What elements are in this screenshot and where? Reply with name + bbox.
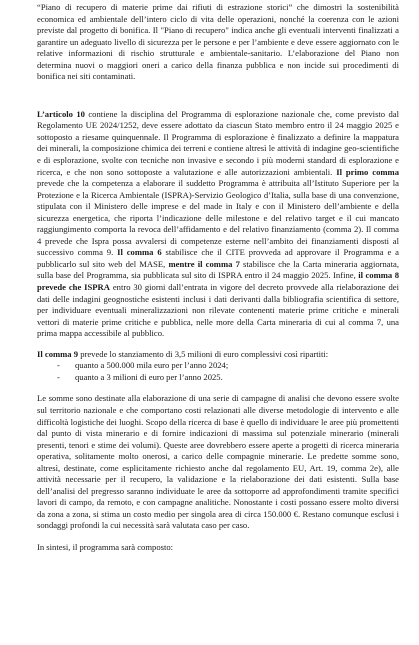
comma9-text: prevede lo stanziamento di 3,5 milioni di euro complessivi così ripartiti:	[78, 348, 329, 359]
allocation-item-2025: - quanto a 3 milioni di euro per l’anno 2025.	[57, 372, 399, 384]
intro-paragraph: “Piano di recupero di materie prime dai rifiuti di estrazione storici” che dimostri la sostenibilità economica ed ambientale dell’intero ciclo di vita delle operazioni, nonché la coerenza con le azioni previste dal progetto di bonifica. Il "Piano di recupero" indica anche gli eventuali interventi finalizzati a garantire un adeguato livello di sicurezza per le persone e per l’ambiente e deve essere aggiornato con le relative informazioni di rischio strutturale e ambientale-sanitario. L’elaborazione del Piano non determina nuovi o maggiori oneri a carico della finanza pubblica e non incide sui procedimenti di bonifica nei siti contaminati.	[37, 2, 399, 82]
article10-text-4: stabilisce che la Carta mineraria aggiornata, sulla base del Programma, sia pubblicata sul sito di ISPRA entro il 24 maggio 2025. Infine,	[37, 258, 399, 281]
spacer	[37, 383, 399, 393]
comma6-bold: Il comma 6	[117, 247, 162, 258]
allocation-item-2024: - quanto a 500.000 mila euro per l’anno 2024;	[57, 360, 399, 372]
comma9-paragraph	[37, 349, 399, 361]
article10-text-3: stabilisce che il CITE provveda ad approvare il Programma e a pubblicarlo sul sito web del MASE,	[37, 247, 399, 269]
article10-text-1: contiene la disciplina del Programma di esplorazione nazionale che, come previsto dal Regolamento UE 2024/1252, deve essere adottato da ciascun Stato membro entro il 24 maggio 2025 e sottoposto a riesame quinquennale. Il Programma di esplorazione è finalizzato a definire la mappatura dei minerali, la composizione chimica dei terreni e contiene altresì le attività di indagine geo-scientifiche e di esplorazione, svolte con tecniche non invasive e secondo i più moderni standard di esplorazione e ricerca, e che non sono sottoposte a valutazione e alle autorizzazioni ambientali.	[37, 108, 399, 177]
comma7-bold: mentre il comma 7	[168, 258, 240, 269]
article10-paragraph	[37, 109, 399, 340]
summary-paragraph: In sintesi, il programma sarà composto:	[37, 541, 174, 552]
spacer	[37, 340, 399, 349]
funds-paragraph: Le somme sono destinate alla elaborazione di una serie di campagne di analisi che devono essere svolte sul territorio nazionale e che comportano costi relazionati alle diverse metodologie di intervento e alle difficoltà logistiche dei luoghi. Scopo della ricerca di base è quello di individuare le aree più promettenti dal punto di vista minerario e di fornire indicazioni di massima sul potenziale minerario (minerali presenti, tenori e stime dei volumi). Queste aree dovrebbero essere aperte a progetti di ricerca mineraria operativa, solitamente molto onerosi, a carico delle compagnie minerarie. Le predette somme sono, altresì, destinate, come esplicitamente richiesto anche dal regolamento EU, Art. 19, comma 2e), alle attività necessarie per il recupero, la validazione e la rielaborazione dei dati esistenti. Sulla base dell’analisi del pregresso saranno individuate le aree da sottoporre ad approfondimenti tramite specifici lavori di campo, da remoto, e con campagne analitiche. Nonostante i costi possano essere molto diversi da zona a zona, si stima un costo medio per singola area di circa 150.000 €. Restano comunque esclusi i sondaggi profondi la cui necessità sarà valutata caso per caso.	[37, 393, 399, 531]
comma9-bold: Il comma 9	[37, 348, 79, 359]
allocation-list	[37, 360, 399, 383]
comma8-bold: il comma 8 prevede che ISPRA	[37, 270, 399, 293]
article10-text-5: entro 30 giorni dall’entrata in vigore del decreto provvede alla rielaborazione dei dati delle indagini geognostiche esistenti inclusi i dati derivanti dalla bibliografia scientifica di settore, per individuare eventuali mineralizzazioni non rilevate contenenti materie prime critiche e minerali vettori di materie prime critiche e pubblica, nelle more della Carta mineraria di cui al comma 7, una prima mappa accessibile al pubblico.	[37, 282, 399, 339]
first-comma-bold: Il primo comma	[336, 166, 399, 177]
spacer	[37, 532, 399, 542]
article10-text-2: prevede che la competenza a elaborare il suddetto Programma è attribuita all’Istituto Superiore per la Protezione e la Ricerca Ambientale (ISPRA)-Servizio Geologico d’Italia, sulla base di una convenzione, stipulata con il Ministero delle imprese e del made in Italy e con il Ministero dell’ambiente e della sicurezza energetica, che riporta l’indicazione delle milestone e del relativo target e il cui mancato raggiungimento comporta la revoca dell’affidamento e del relativo finanziamento (comma 2). Il comma 4 prevede che Ispra possa avvalersi di competenze esterne nell’ambito dei finanziamenti disposti al successivo comma 9.	[37, 178, 399, 258]
spacer	[37, 83, 399, 109]
article10-heading: L’articolo 10	[37, 108, 85, 119]
